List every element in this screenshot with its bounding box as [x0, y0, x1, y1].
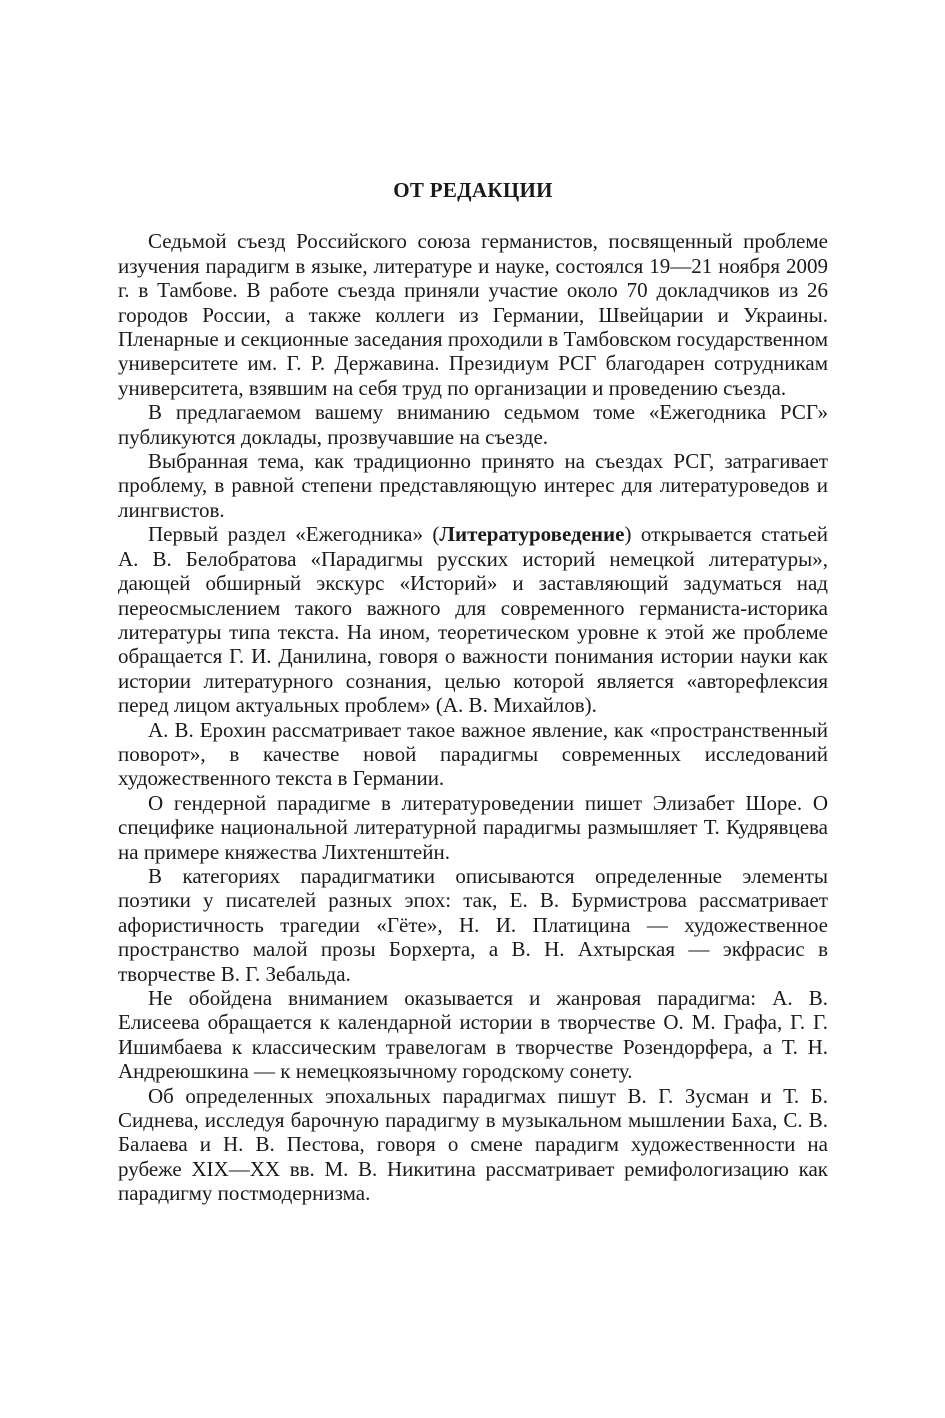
paragraph-epochal: Об определенных эпохальных парадигмах пишут В. Г. Зусман и Т. Б. Сиднева, исследуя барочную парадигму в музыкальном мышлении Баха, С. В. Балаева и Н. В. Пестова, говоря о смене парадигм художественности на рубеже XIX—XX вв. М. В. Никитина рассматривает ремифологизацию как парадигму постмодернизма. [118, 1083, 828, 1206]
paragraph-spatial-turn: А. В. Ерохин рассматривает такое важное явление, как «пространственный поворот», в качестве новой парадигмы современных исследований художественного текста в Германии. [118, 717, 828, 791]
paragraph-text-end: ) открывается статьей А. В. Белобратова «Парадигмы русских историй немецкой литературы», дающей обширный экскурс «Историй» и заставляющий задуматься над переосмыслением такого важного для современного германиста-историка литературы типа текста. На ином, теоретическом уровне к этой же проблеме обращается Г. И. Данилина, говоря о важности понимания истории науки как истории литературного сознания, целью которой является «авторефлексия перед лицом актуальных проблем» (А. В. Михайлов). [118, 522, 828, 718]
paragraph-literature-section [118, 522, 828, 717]
paragraph-congress: Седьмой съезд Российского союза германистов, посвященный проблеме изучения парадигм в языке, литературе и науке, состоялся 19—21 ноября 2009 г. в Тамбове. В работе съезда приняли участие около 70 докладчиков из 26 городов России, а также коллеги из Германии, Швейцарии и Украины. Пленарные и секционные заседания проходили в Тамбовском государственном университете им. Г. Р. Державина. Президиум РСГ благодарен сотрудникам университета, взявшим на себя труд по организации и проведению съезда. [118, 229, 828, 400]
paragraph-gender: О гендерной парадигме в литературоведении пишет Элизабет Шоре. О специфике национальной литературной парадигмы размышляет Т. Кудрявцева на примере княжества Лихтенштейн. [118, 790, 828, 864]
paragraph-genre: Не обойдена вниманием оказывается и жанровая парадигма: А. В. Елисеева обращается к календарной истории в творчестве О. М. Графа, Г. Г. Ишимбаева к классическим травелогам в творчестве Розендорфера, а Т. Н. Андреюшкина — к немецкоязычному городскому сонету. [118, 986, 828, 1084]
paragraph-volume: В предлагаемом вашему вниманию седьмом томе «Ежегодника РСГ» публикуются доклады, прозвучавшие на съезде. [118, 400, 828, 449]
paragraph-theme: Выбранная тема, как традиционно принято на съездах РСГ, затрагивает проблему, в равной степени представляющую интерес для литературоведов и лингвистов. [118, 449, 828, 522]
paragraph-poetics: В категориях парадигматики описываются определенные элементы поэтики у писателей разных эпох: так, Е. В. Бурмистрова рассматривает афористичность трагедии «Гёте», Н. И. Платицина — художественное пространство малой прозы Борхерта, а В. Н. Ахтырская — экфрасис в творчестве В. Г. Зебальда. [118, 863, 828, 986]
page-title: ОТ РЕДАКЦИИ [393, 178, 553, 202]
page-content [118, 178, 828, 1206]
section-name-bold: Литературоведение [439, 522, 625, 547]
paragraph-text-start: Первый раздел «Ежегодника» ( [148, 522, 440, 547]
